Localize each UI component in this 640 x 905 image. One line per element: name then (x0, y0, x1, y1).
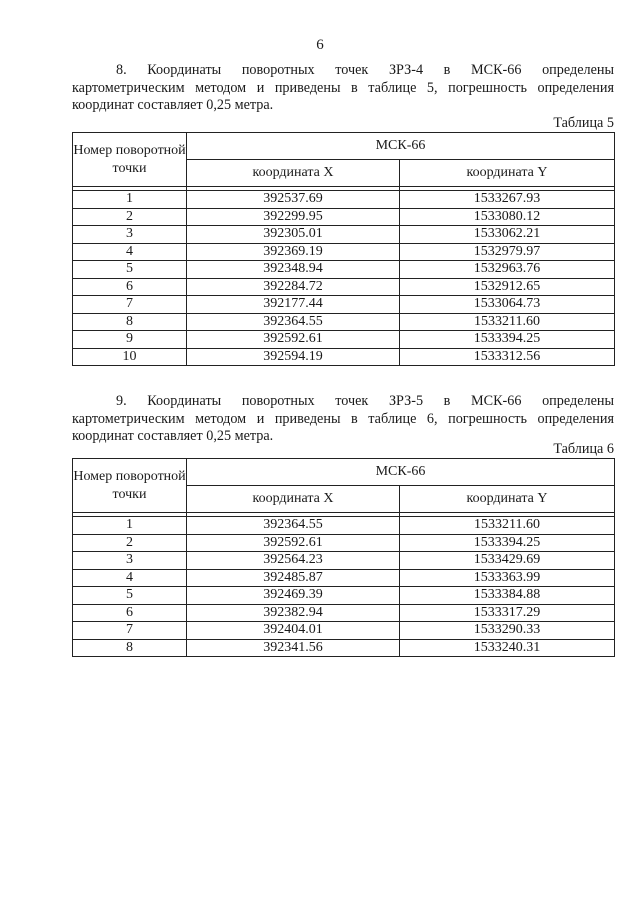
header-y: координата Y (400, 160, 615, 187)
point-number-cell: 8 (73, 639, 187, 657)
coord-x-cell: 392305.01 (187, 226, 400, 244)
coord-y-cell: 1533429.69 (400, 552, 615, 570)
coord-y-cell: 1533384.88 (400, 587, 615, 605)
paragraph-line: координат составляет 0,25 метра. (72, 97, 274, 114)
coord-x-cell: 392564.23 (187, 552, 400, 570)
table-row (73, 604, 615, 622)
table-row (73, 348, 615, 366)
point-number-cell: 8 (73, 313, 187, 331)
coord-x-cell: 392369.19 (187, 243, 400, 261)
coord-x-cell: 392404.01 (187, 622, 400, 640)
coord-x-cell: 392299.95 (187, 208, 400, 226)
coord-y-cell: 1533211.60 (400, 517, 615, 535)
point-number-cell: 5 (73, 587, 187, 605)
coord-y-cell: 1533394.25 (400, 534, 615, 552)
coord-y-cell: 1533290.33 (400, 622, 615, 640)
coord-y-cell: 1533211.60 (400, 313, 615, 331)
table-row (73, 261, 615, 279)
table-row (73, 296, 615, 314)
coord-y-cell: 1532979.97 (400, 243, 615, 261)
section-9-paragraph (72, 393, 614, 446)
coord-x-cell: 392382.94 (187, 604, 400, 622)
coord-x-cell: 392594.19 (187, 348, 400, 366)
paragraph-line: координат составляет 0,25 метра. (72, 428, 274, 445)
table-5 (72, 132, 615, 366)
table-6 (72, 458, 615, 657)
paragraph-line: 9. Координаты поворотных точек ЗРЗ-5 в МСК-66 определены (116, 393, 614, 409)
coord-y-cell: 1533363.99 (400, 569, 615, 587)
coord-y-cell: 1533312.56 (400, 348, 615, 366)
point-number-cell: 6 (73, 604, 187, 622)
paragraph-line: картометрическим методом и приведены в таблице 6, погрешность определения (72, 410, 614, 427)
paragraph-line: 8. Координаты поворотных точек ЗРЗ-4 в МСК-66 определены (116, 62, 614, 78)
coord-y-cell: 1533062.21 (400, 226, 615, 244)
coord-x-cell: 392592.61 (187, 534, 400, 552)
table-row (73, 569, 615, 587)
coord-x-cell: 392364.55 (187, 313, 400, 331)
coord-x-cell: 392284.72 (187, 278, 400, 296)
coord-y-cell: 1533267.93 (400, 191, 615, 209)
point-number-cell: 2 (73, 208, 187, 226)
table-row (73, 331, 615, 349)
table-row (73, 226, 615, 244)
coord-y-cell: 1533080.12 (400, 208, 615, 226)
table-row (73, 622, 615, 640)
table-6-caption: Таблица 6 (553, 441, 614, 457)
table-row (73, 313, 615, 331)
table-row (73, 191, 615, 209)
point-number-cell: 5 (73, 261, 187, 279)
point-number-cell: 3 (73, 226, 187, 244)
paragraph-line: картометрическим методом и приведены в таблице 5, погрешность определения (72, 79, 614, 96)
table-row (73, 639, 615, 657)
point-number-cell: 4 (73, 569, 187, 587)
coord-x-cell: 392341.56 (187, 639, 400, 657)
section-8-paragraph (72, 62, 614, 115)
point-number-cell: 10 (73, 348, 187, 366)
header-system: МСК-66 (187, 459, 615, 486)
header-x: координата X (187, 486, 400, 513)
header-y: координата Y (400, 486, 615, 513)
header-point-number: Номер поворотной точки (73, 459, 187, 513)
page-number: 6 (316, 37, 324, 53)
table-row (73, 552, 615, 570)
table-5-caption: Таблица 5 (553, 115, 614, 131)
point-number-cell: 4 (73, 243, 187, 261)
coord-y-cell: 1533240.31 (400, 639, 615, 657)
coord-x-cell: 392364.55 (187, 517, 400, 535)
point-number-cell: 1 (73, 191, 187, 209)
coord-y-cell: 1533064.73 (400, 296, 615, 314)
table-row (73, 278, 615, 296)
coord-x-cell: 392348.94 (187, 261, 400, 279)
point-number-cell: 2 (73, 534, 187, 552)
table-row (73, 517, 615, 535)
point-number-cell: 3 (73, 552, 187, 570)
point-number-cell: 7 (73, 622, 187, 640)
coord-y-cell: 1533317.29 (400, 604, 615, 622)
header-x: координата X (187, 160, 400, 187)
table-row (73, 243, 615, 261)
table-row (73, 587, 615, 605)
coord-y-cell: 1532963.76 (400, 261, 615, 279)
coord-x-cell: 392469.39 (187, 587, 400, 605)
coord-x-cell: 392485.87 (187, 569, 400, 587)
header-system: МСК-66 (187, 133, 615, 160)
coord-x-cell: 392177.44 (187, 296, 400, 314)
header-point-number: Номер поворотной точки (73, 133, 187, 187)
table-row (73, 208, 615, 226)
point-number-cell: 6 (73, 278, 187, 296)
point-number-cell: 7 (73, 296, 187, 314)
point-number-cell: 1 (73, 517, 187, 535)
point-number-cell: 9 (73, 331, 187, 349)
coord-y-cell: 1532912.65 (400, 278, 615, 296)
coord-y-cell: 1533394.25 (400, 331, 615, 349)
table-row (73, 534, 615, 552)
coord-x-cell: 392537.69 (187, 191, 400, 209)
coord-x-cell: 392592.61 (187, 331, 400, 349)
